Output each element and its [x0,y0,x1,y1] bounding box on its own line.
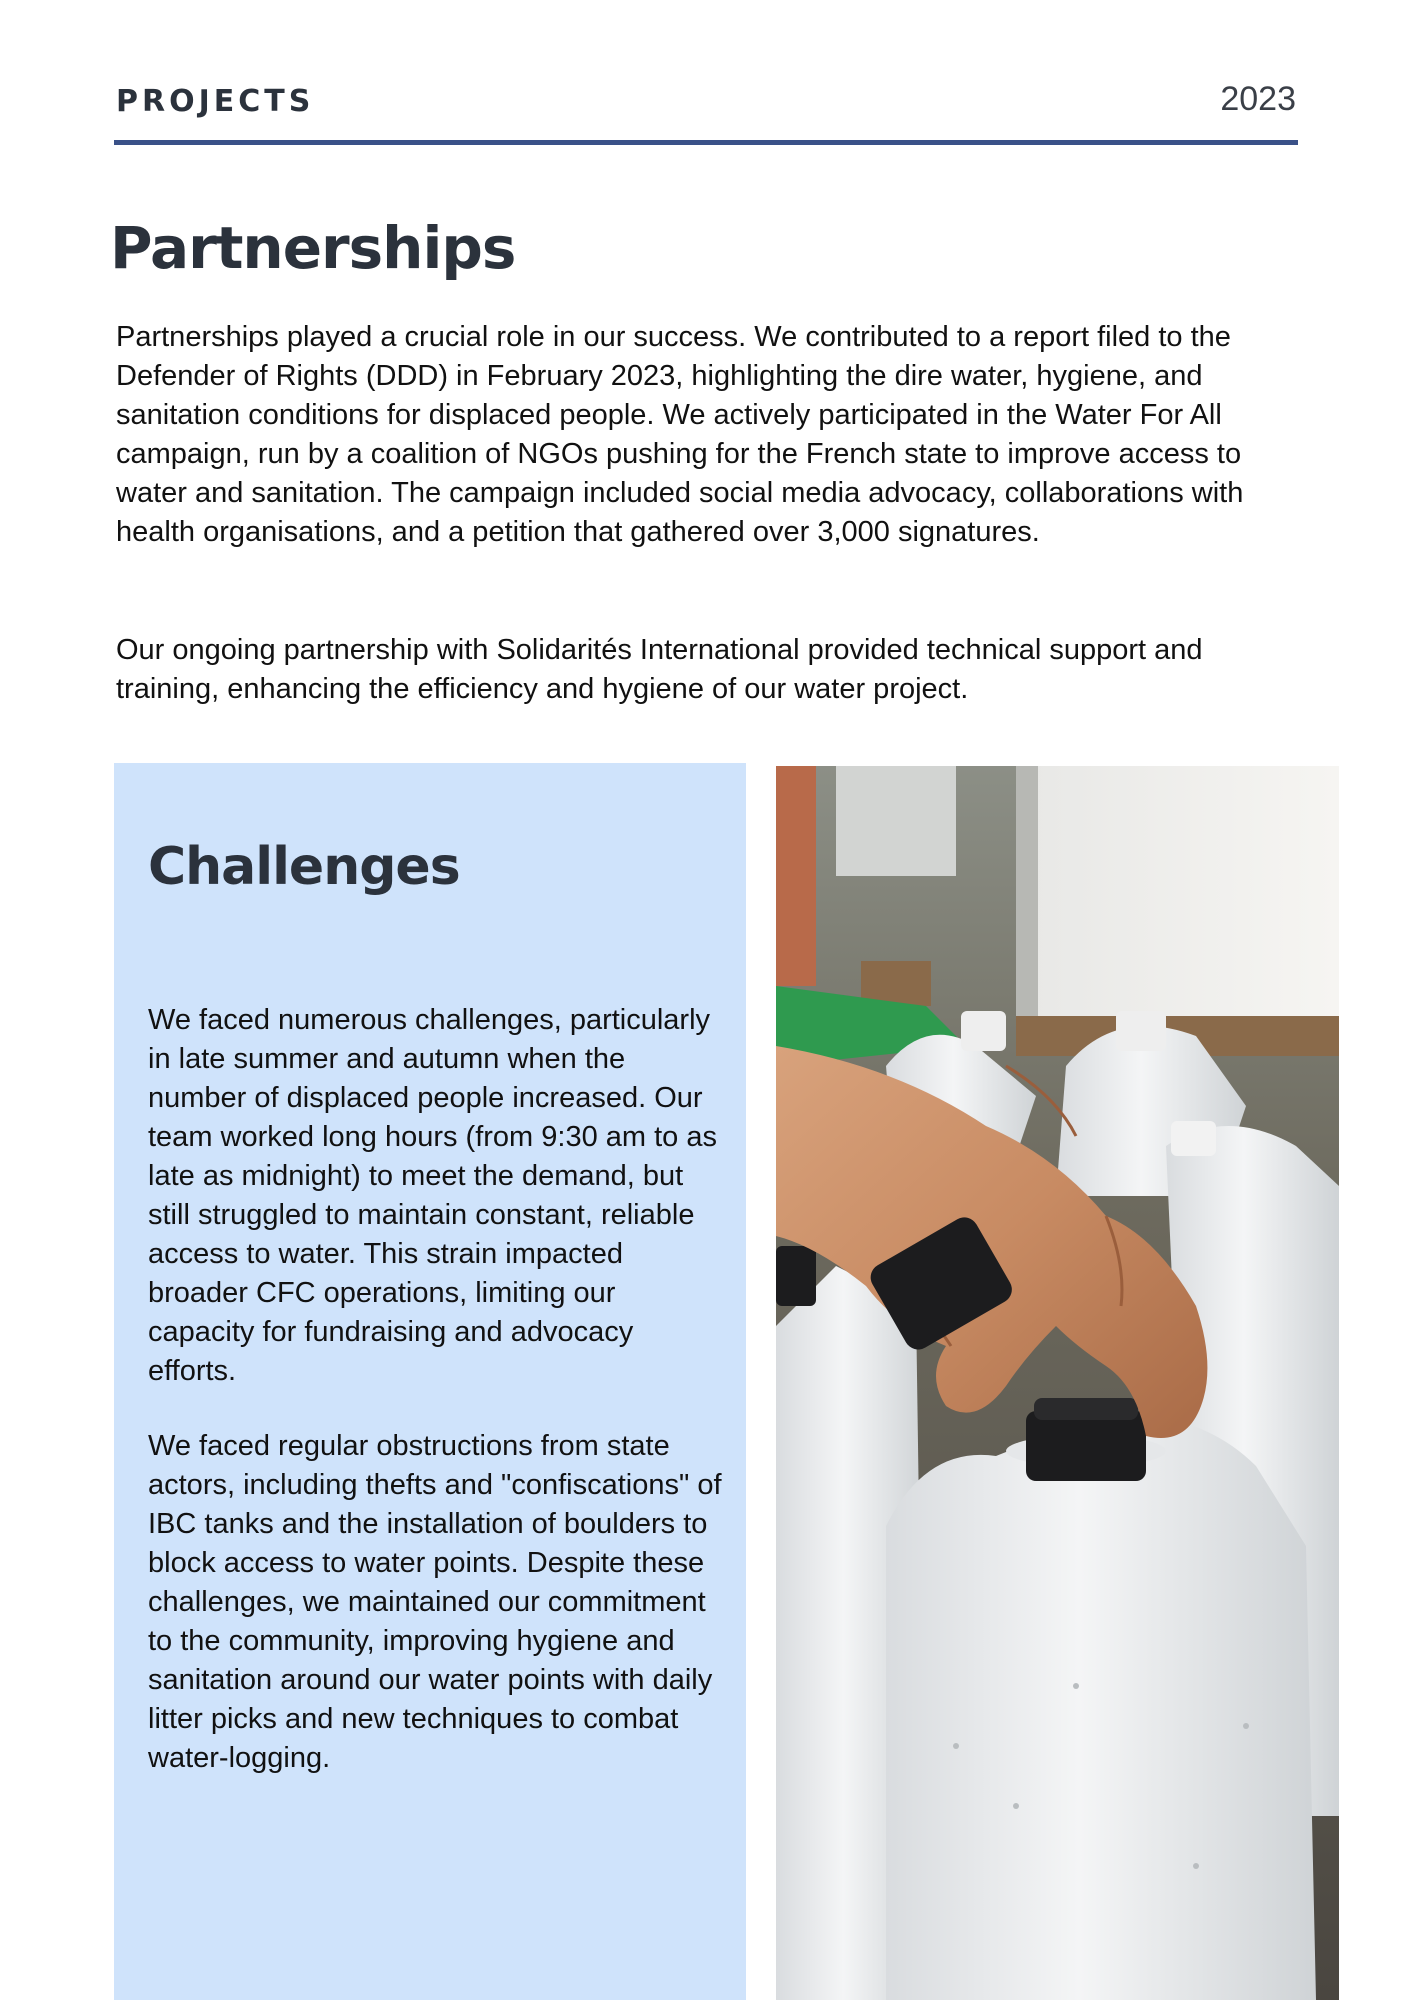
partnerships-paragraph-2: Our ongoing partnership with Solidarités International provided technical support and training, enhancing the efficiency and hygiene of our water project. [116,634,1203,705]
water-jerrycans-photo [776,766,1339,2000]
challenges-paragraph-1: We faced numerous challenges, particularly in late summer and autumn when the number of displaced people increased. Our team worked long hours (from 9:30 am to as late as midnight) to meet the demand, but still struggled to maintain constant, reliable access to water. This strain impacted broader CFC operations, limiting our capacity for fundraising and advocacy efforts. [148,1004,717,1387]
partnerships-paragraph-1: Partnerships played a crucial role in our success. We contributed to a report filed to the Defender of Rights (DDD) in February 2023, highlighting the dire water, hygiene, and sanitation conditions for displaced people. We actively participated in the Water For All campaign, run by a coalition of NGOs pushing for the French state to improve access to water and sanitation. The campaign included social media advocacy, collaborations with health organisations, and a petition that gathered over 3,000 signatures. [116,321,1244,548]
section-label: PROJECTS [116,84,315,119]
partnerships-title: Partnerships [110,214,516,282]
challenges-panel [114,763,746,2000]
header-divider [114,140,1298,145]
report-year: 2023 [1220,80,1296,118]
challenges-paragraph-2: We faced regular obstructions from state actors, including thefts and "confiscations" of IBC tanks and the installation of boulders to block access to water points. Despite these challenges, we maintained our commitment to the community, improving hygiene and sanitation around our water points with daily litter picks and new techniques to combat water-logging. [148,1430,722,1774]
challenges-title: Challenges [148,837,460,897]
